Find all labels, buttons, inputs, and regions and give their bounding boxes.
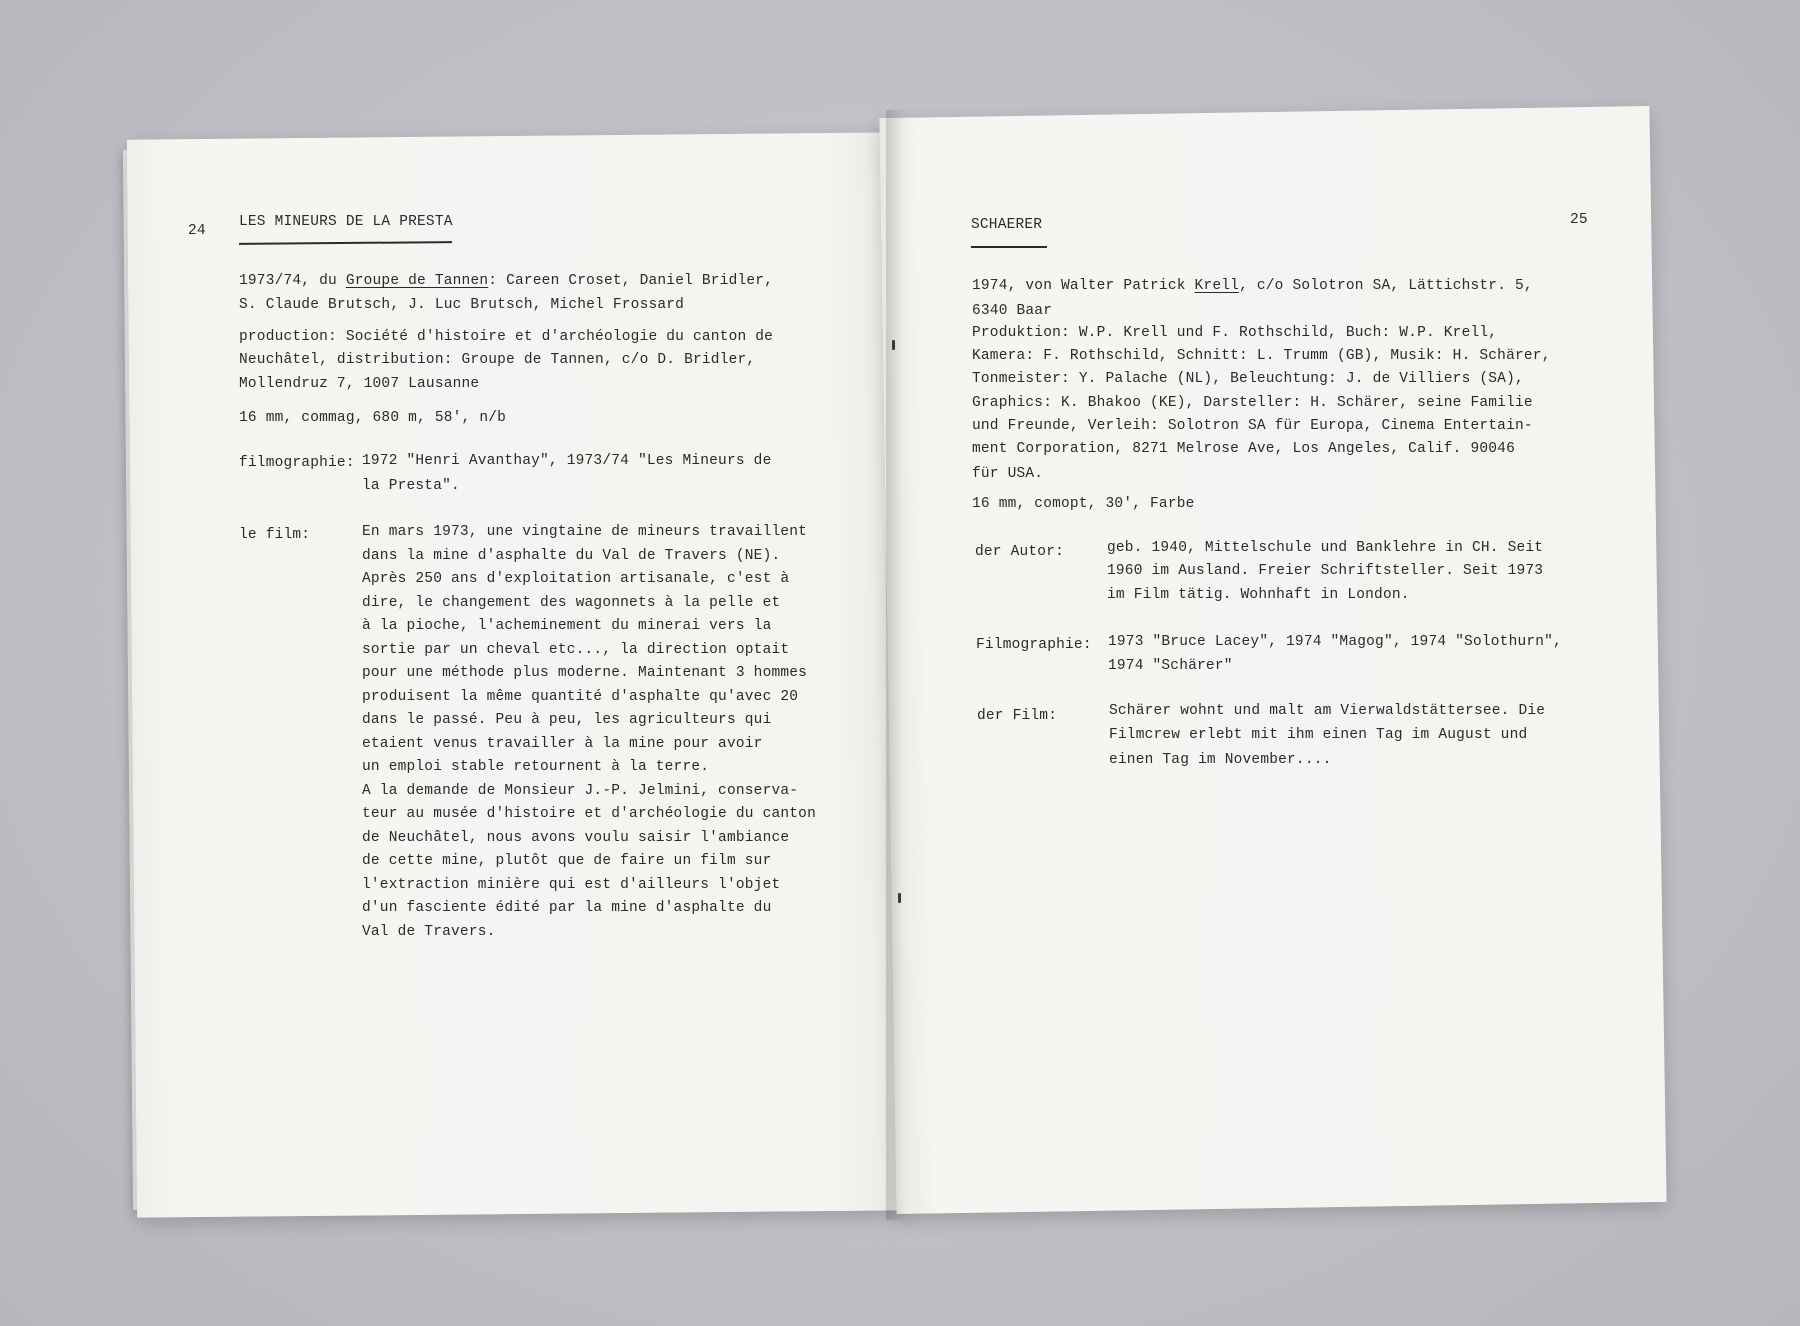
credits-line: und Freunde, Verleih: Solotron SA für Europa, Cinema Entertain- (972, 418, 1533, 434)
filmographie-line: 1972 "Henri Avanthay", 1973/74 "Les Mineurs de (362, 453, 772, 469)
page-header-title: SCHAERER (971, 217, 1043, 233)
credits-line-1 (972, 279, 1533, 294)
film-line: teur au musée d'histoire et d'archéologie du canton (362, 806, 816, 822)
page-number: 24 (188, 223, 206, 239)
film-line: de Neuchâtel, nous avons voulu saisir l'ambiance (362, 830, 790, 846)
credits-line: Kamera: F. Rothschild, Schnitt: L. Trumm (GB), Musik: H. Schärer, (972, 348, 1551, 364)
film-line: à la pioche, l'acheminement du minerai vers la (362, 618, 772, 634)
autor-line: geb. 1940, Mittelschule und Banklehre in CH. Seit (1107, 540, 1544, 556)
film-line: En mars 1973, une vingtaine de mineurs travaillent (362, 524, 808, 540)
film-line: un emploi stable retournent à la terre. (362, 759, 710, 775)
right-page (879, 106, 1666, 1214)
credits-author-name: Krell (1194, 278, 1240, 294)
credits-line: ment Corporation, 8271 Melrose Ave, Los Angeles, Calif. 90046 (972, 441, 1515, 457)
film-line: d'un fasciente édité par la mine d'asphalte du (362, 900, 772, 916)
binding-staple-top (892, 340, 895, 350)
page-number: 25 (1570, 212, 1588, 228)
film-line: Val de Travers. (362, 924, 496, 940)
production-line: Neuchâtel, distribution: Groupe de Tannen, c/o D. Bridler, (239, 352, 756, 368)
credits-year: 1973/74, du (239, 273, 346, 289)
page-header-title: LES MINEURS DE LA PRESTA (239, 214, 453, 230)
film-line: etaient venus travailler à la mine pour avoir (362, 736, 763, 752)
film-line: Après 250 ans d'exploitation artisanale, c'est à (362, 571, 790, 587)
film-line: produisent la même quantité d'asphalte qu'avec 20 (362, 689, 799, 705)
filmographie-line: la Presta". (362, 478, 460, 494)
autor-line: im Film tätig. Wohnhaft in London. (1107, 587, 1410, 603)
credits-line: 6340 Baar (972, 303, 1053, 319)
credits-group-name: Groupe de Tannen (345, 273, 489, 289)
credits-address: , c/o Solotron SA, Lättichstr. 5, (1239, 278, 1533, 294)
film-label: le film: (239, 527, 311, 543)
credits-line: für USA. (972, 466, 1044, 482)
credits-line: Produktion: W.P. Krell und F. Rothschild, Buch: W.P. Krell, (972, 325, 1498, 341)
film-line: sortie par un cheval etc..., la direction optait (362, 642, 790, 658)
autor-line: 1960 im Ausland. Freier Schriftsteller. Seit 1973 (1107, 563, 1544, 579)
film-line: dans la mine d'asphalte du Val de Travers (NE). (362, 548, 781, 564)
header-rule (971, 246, 1047, 248)
production-line: Mollendruz 7, 1007 Lausanne (239, 376, 480, 392)
film-line: pour une méthode plus moderne. Maintenant 3 hommes (362, 665, 808, 681)
credits-members: : Careen Croset, Daniel Bridler, (488, 273, 774, 289)
film-line: einen Tag im November.... (1109, 752, 1332, 768)
credits-line: Tonmeister: Y. Palache (NL), Beleuchtung: J. de Villiers (SA), (972, 371, 1524, 387)
format-line: 16 mm, comopt, 30', Farbe (972, 496, 1195, 512)
film-line: Filmcrew erlebt mit ihm einen Tag im August und (1109, 727, 1528, 743)
film-line: dire, le changement des wagonnets à la pelle et (362, 595, 781, 611)
credits-line: Graphics: K. Bhakoo (KE), Darsteller: H. Schärer, seine Familie (972, 395, 1533, 411)
filmographie-label: Filmographie: (976, 637, 1092, 653)
filmographie-label: filmographie: (239, 455, 355, 471)
film-line: Schärer wohnt und malt am Vierwaldstättersee. Die (1109, 703, 1546, 719)
filmographie-line: 1973 "Bruce Lacey", 1974 "Magog", 1974 "Solothurn", (1108, 634, 1562, 650)
credits-line-2: S. Claude Brutsch, J. Luc Brutsch, Michel Frossard (239, 297, 685, 313)
credits-year-author: 1974, von Walter Patrick (972, 278, 1195, 294)
format-line: 16 mm, commag, 680 m, 58', n/b (239, 410, 507, 426)
book-gutter (886, 110, 908, 1220)
film-line: dans le passé. Peu à peu, les agriculteurs qui (362, 712, 772, 728)
credits-line-1 (239, 274, 773, 289)
production-line: production: Société d'histoire et d'archéologie du canton de (239, 329, 774, 345)
film-label: der Film: (977, 708, 1058, 724)
film-line: l'extraction minière qui est d'ailleurs l'objet (362, 877, 781, 893)
film-line: de cette mine, plutôt que de faire un film sur (362, 853, 772, 869)
filmographie-line: 1974 "Schärer" (1108, 658, 1233, 674)
binding-staple-bottom (898, 893, 901, 903)
film-line: A la demande de Monsieur J.-P. Jelmini, conserva- (362, 783, 799, 799)
autor-label: der Autor: (975, 544, 1065, 560)
